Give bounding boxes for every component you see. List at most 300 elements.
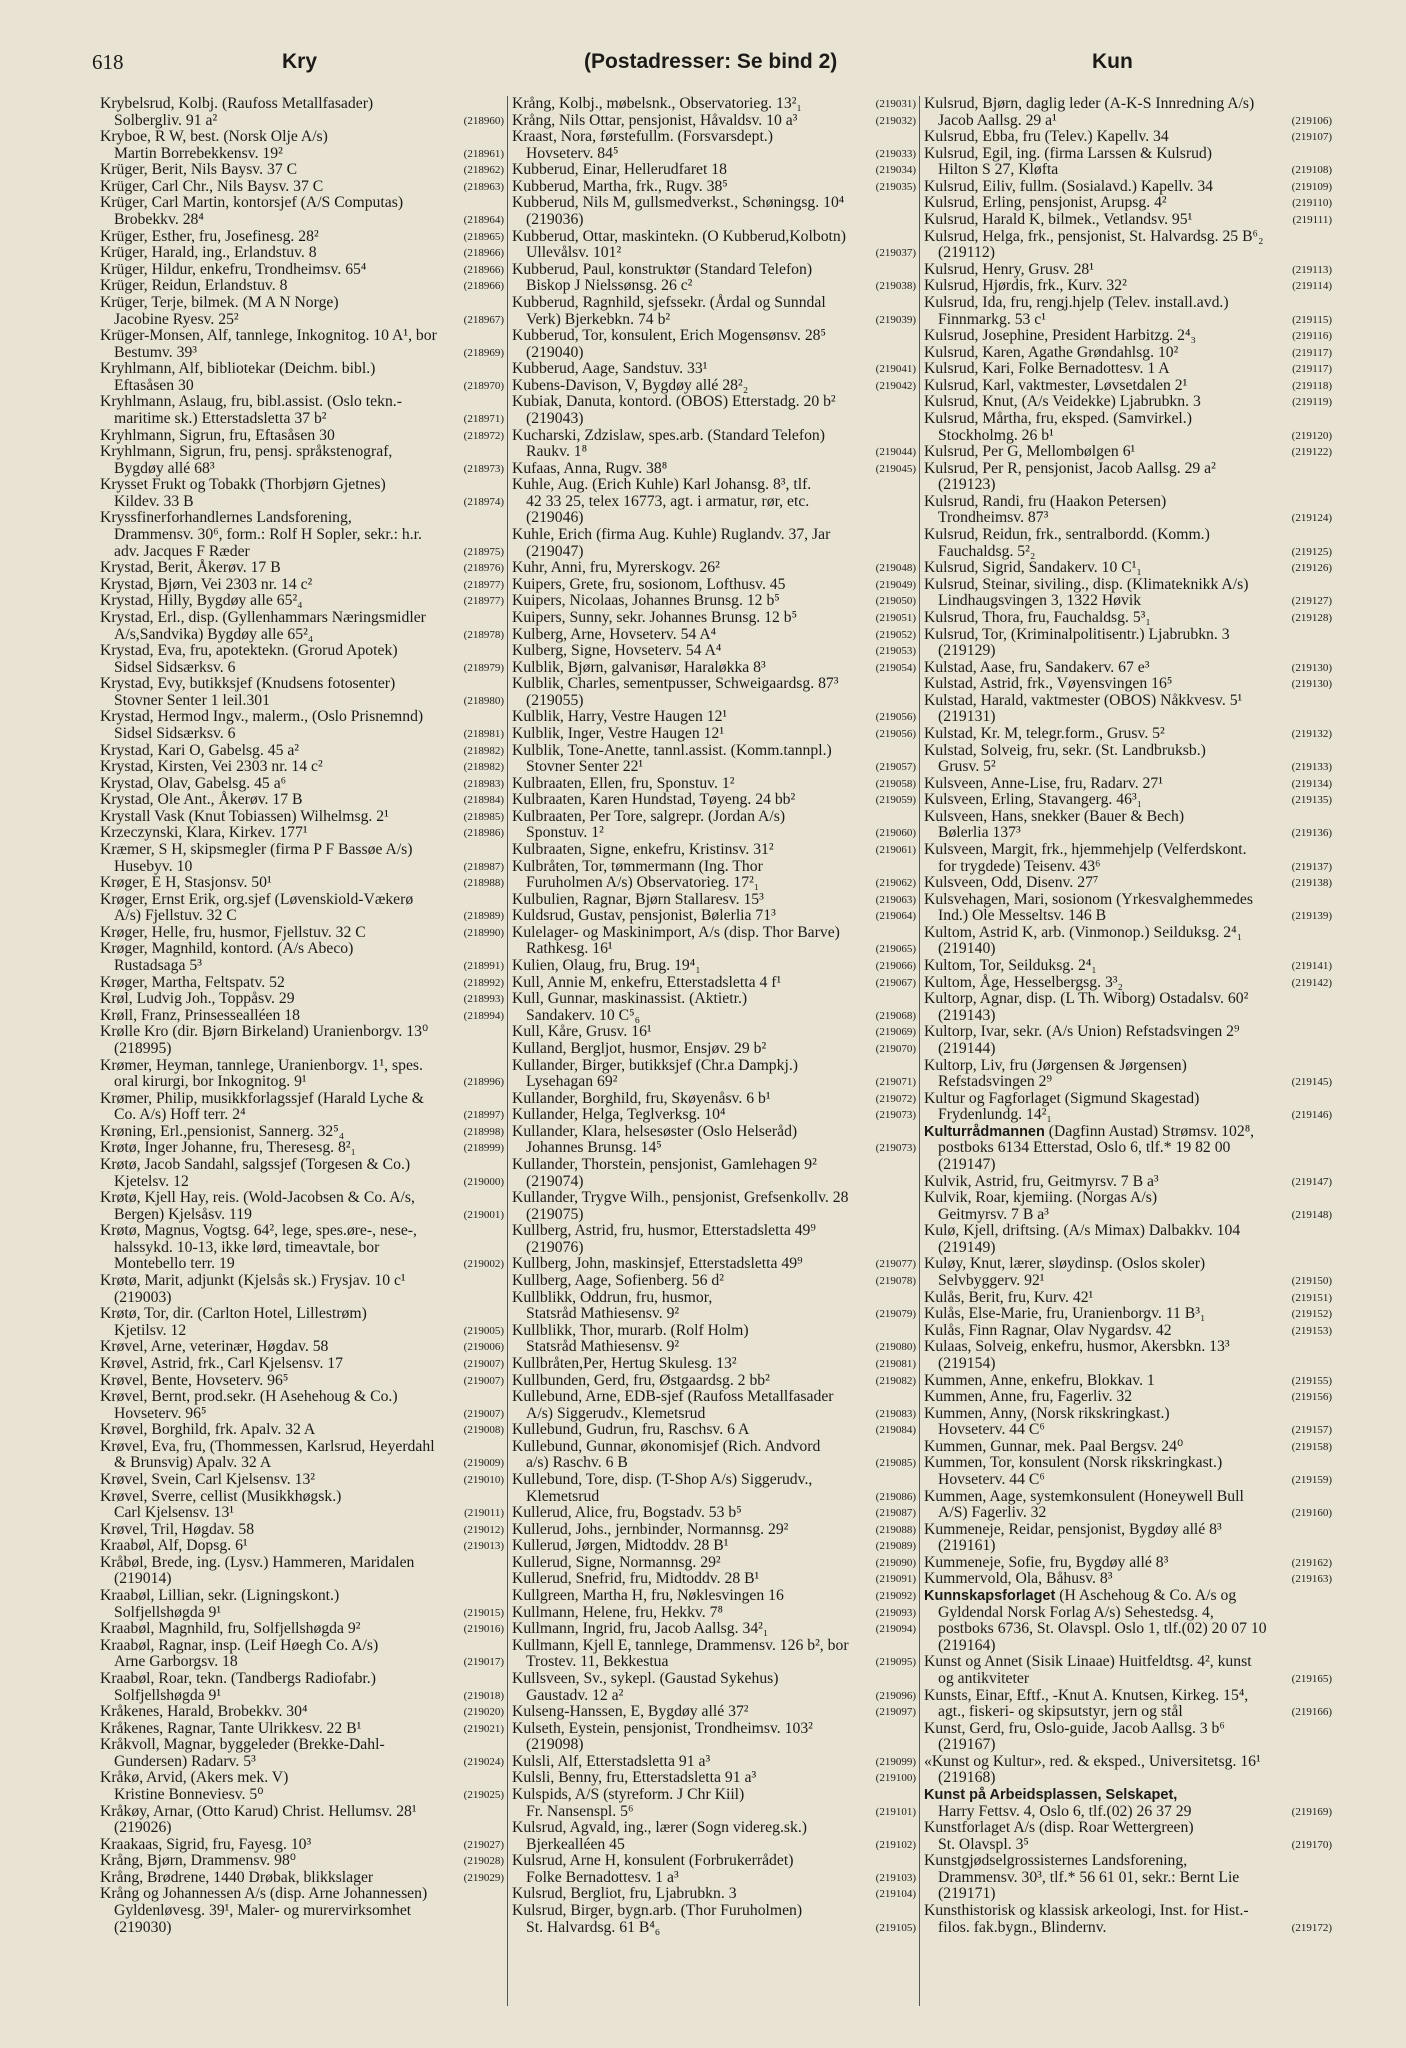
directory-entry	[924, 328, 1332, 345]
entry-text: Kulstad, Astrid, frk., Vøyensvingen 16⁵	[924, 675, 1173, 693]
entry-number: (219114)	[1292, 280, 1332, 293]
entry-number: (219103)	[875, 1871, 916, 1884]
entry-text: Bergen) Kjelsåsv. 119	[114, 1205, 252, 1223]
directory-entry	[100, 1737, 504, 1770]
entry-line	[512, 444, 916, 461]
entry-text: Kultorp, Ivar, sekr. (A/s Union) Refstadsvingen 2⁹	[924, 1023, 1240, 1041]
entry-text: Kultom, Astrid K, arb. (Vinmonop.) Seilduksg. 2⁴₁	[924, 923, 1243, 941]
entry-line	[100, 825, 504, 842]
directory-entry	[924, 1853, 1332, 1903]
entry-line	[512, 875, 916, 892]
page-header	[92, 50, 1314, 80]
entry-text: Kulbråten, Tor, tømmermann (Ing. Thor	[512, 857, 763, 875]
directory-entry	[924, 1787, 1332, 1820]
entry-text: (Dagfinn Austad) Strømsv. 102⁸,	[1044, 1122, 1255, 1140]
entry-line	[100, 378, 504, 395]
entry-line	[924, 1190, 1332, 1207]
entry-text: Kullerud, Signe, Normannsg. 29²	[512, 1553, 721, 1571]
directory-entry	[512, 1290, 916, 1323]
entry-number: (219073)	[875, 1142, 916, 1155]
directory-entry	[512, 1638, 916, 1671]
entry-text: (219076)	[526, 1238, 584, 1256]
entry-text: Jacob Aallsg. 29 a¹	[938, 111, 1057, 129]
directory-entry	[512, 1041, 916, 1058]
entry-number: (219021)	[463, 1722, 504, 1735]
entry-text: Fr. Nansenspl. 5⁶	[526, 1802, 634, 1820]
directory-entry	[924, 809, 1332, 842]
entry-text: Krøtø, Marit, adjunkt (Kjelsås sk.) Frysjav. 10 c¹	[100, 1272, 406, 1290]
entry-text: Eftasåsen 30	[114, 376, 194, 394]
entry-line	[924, 693, 1332, 710]
entry-number: (219059)	[875, 794, 916, 807]
entry-line	[100, 1638, 504, 1655]
entry-text: Kulsrud, Mårtha, fru, eksped. (Samvirkel.)	[924, 409, 1192, 427]
directory-entry	[924, 726, 1332, 743]
entry-number: (219054)	[875, 661, 916, 674]
entry-line	[512, 991, 916, 1008]
directory-entry	[100, 1356, 504, 1373]
directory-entry	[924, 627, 1332, 660]
entry-line	[100, 461, 504, 478]
entry-line	[100, 991, 504, 1008]
entry-text: Klemetsrud	[526, 1487, 600, 1505]
entry-line	[512, 1190, 916, 1207]
entry-text: Krøvel, Bernt, prod.sekr. (H Asehehoug & Co.)	[100, 1388, 398, 1406]
entry-line	[924, 1074, 1332, 1091]
entry-number: (219082)	[875, 1374, 916, 1387]
entry-number: (219078)	[875, 1275, 916, 1288]
directory-entry	[512, 195, 916, 228]
directory-entry	[512, 726, 916, 743]
entry-text: Krystad, Kirsten, Vei 2303 nr. 14 c²	[100, 758, 323, 776]
entry-line	[512, 660, 916, 677]
directory-entry	[924, 394, 1332, 411]
entry-line	[924, 627, 1332, 644]
entry-number: (218961)	[463, 147, 504, 160]
entry-text: Kræmer, S H, skipsmegler (firma P F Bassøe A/s)	[100, 841, 413, 859]
entry-text: Kunsts, Einar, Eftf., -Knut A. Knutsen, Kirkeg. 15⁴,	[924, 1686, 1249, 1704]
entry-text: Kulbraaten, Per Tore, salgrepr. (Jordan A/s)	[512, 807, 786, 825]
entry-number: (218983)	[463, 777, 504, 790]
directory-entry	[100, 1770, 504, 1803]
entry-line	[100, 1124, 504, 1141]
entry-number: (219037)	[875, 247, 916, 260]
entry-text: (219144)	[938, 1039, 996, 1057]
entry-line	[512, 792, 916, 809]
entry-number: (219165)	[1291, 1672, 1332, 1685]
entry-number: (219136)	[1291, 827, 1332, 840]
directory-entry	[924, 295, 1332, 328]
entry-line	[924, 428, 1332, 445]
entry-number: (219119)	[1292, 396, 1332, 409]
entry-text: Kryhlmann, Sigrun, fru, pensj. språkstenograf,	[100, 443, 393, 461]
entry-text: Krystad, Kari O, Gabelsg. 45 a²	[100, 741, 300, 759]
entry-text: Kraabøl, Ragnar, insp. (Leif Høegh Co. A/s)	[100, 1636, 379, 1654]
entry-line	[512, 345, 916, 362]
entry-text: Kulsrud, Bjørn, daglig leder (A-K-S Innredning A/s)	[924, 96, 1255, 112]
entry-line	[100, 1737, 504, 1754]
entry-number: (218996)	[463, 1076, 504, 1089]
entry-text: Kulblik, Tone-Anette, tannl.assist. (Komm.tannpl.)	[512, 741, 832, 759]
entry-number: (219083)	[875, 1407, 916, 1420]
entry-text: Kubberud, Aage, Sandstuv. 33¹	[512, 360, 708, 378]
entry-number: (219117)	[1292, 363, 1332, 376]
directory-entry	[512, 1439, 916, 1472]
entry-text: Kuipers, Grete, fru, sosionom, Lofthusv. 45	[512, 575, 786, 593]
entry-number: (219115)	[1292, 313, 1332, 326]
entry-text: Geitmyrsv. 7 B a³	[938, 1205, 1049, 1223]
entry-number: (219051)	[875, 611, 916, 624]
entry-line	[924, 825, 1332, 842]
directory-entry	[512, 1671, 916, 1704]
directory-entry	[100, 1621, 504, 1638]
entry-line	[100, 278, 504, 295]
entry-number: (218980)	[463, 694, 504, 707]
entry-line	[512, 295, 916, 312]
entry-text: Krzeczynski, Klara, Kirkev. 177¹	[100, 824, 308, 842]
entry-text: Kullander, Birger, butikksjef (Chr.a Dampkj.)	[512, 1056, 798, 1074]
entry-text: Kubberud, Einar, Hellerudfaret 18	[512, 161, 727, 179]
directory-entry	[100, 743, 504, 760]
entry-line	[512, 1455, 916, 1472]
entry-line	[100, 494, 504, 511]
directory-entry	[924, 1588, 1332, 1654]
entry-line	[512, 1555, 916, 1572]
entry-line	[512, 1256, 916, 1273]
entry-line	[924, 262, 1332, 279]
entry-line	[512, 1207, 916, 1224]
entry-line	[512, 1870, 916, 1887]
entry-line	[100, 477, 504, 494]
entry-line	[512, 278, 916, 295]
entry-line	[512, 1688, 916, 1705]
directory-entry	[512, 461, 916, 478]
entry-line	[100, 593, 504, 610]
entry-text: Kulblik, Inger, Vestre Haugen 12¹	[512, 724, 725, 742]
entry-text: (219161)	[938, 1537, 996, 1555]
entry-line	[100, 660, 504, 677]
entry-line	[924, 1339, 1332, 1356]
entry-number: (219142)	[1291, 976, 1332, 989]
directory-entry	[100, 162, 504, 179]
entry-line	[100, 875, 504, 892]
entry-text: Kunst, Gerd, fru, Oslo-guide, Jacob Aallsg. 3 b⁶	[924, 1719, 1225, 1737]
entry-line	[100, 1389, 504, 1406]
entry-line	[924, 1721, 1332, 1738]
entry-number: (219063)	[875, 893, 916, 906]
entry-number: (219035)	[875, 180, 916, 193]
entry-number: (219132)	[1291, 727, 1332, 740]
directory-entry	[512, 1820, 916, 1853]
entry-number: (219152)	[1291, 1308, 1332, 1321]
entry-name-bold: Kulturrådmannen	[924, 1123, 1045, 1140]
directory-entry	[512, 1555, 916, 1572]
entry-line	[100, 1820, 504, 1837]
entry-text: Krøvel, Astrid, frk., Carl Kjelsensv. 17	[100, 1354, 343, 1372]
directory-entry	[924, 1522, 1332, 1555]
entry-number: (219010)	[463, 1473, 504, 1486]
entry-number: (219110)	[1292, 197, 1332, 210]
entry-line	[512, 1654, 916, 1671]
entry-text: Solfjellshøgda 9¹	[114, 1686, 222, 1704]
directory-entry	[512, 643, 916, 660]
entry-number: (218982)	[463, 744, 504, 757]
entry-text: Krystad, Hilly, Bygdøy alle 65²₄	[100, 592, 303, 610]
entry-number: (219088)	[875, 1523, 916, 1536]
entry-text: Kulblik, Charles, sementpusser, Schweigaardsg. 87³	[512, 675, 839, 693]
entry-line	[100, 809, 504, 826]
entry-number: (219058)	[875, 777, 916, 790]
entry-number: (219053)	[875, 645, 916, 658]
directory-entry	[512, 394, 916, 427]
entry-line	[924, 1273, 1332, 1290]
entry-text: Kultom, Åge, Hesselbergsg. 3³₂	[924, 973, 1123, 991]
entry-text: Kulsrud, Thora, fru, Fauchaldsg. 5³₁	[924, 608, 1151, 626]
entry-text: Martin Borrebekkensv. 19²	[114, 144, 283, 162]
page-number: 618	[92, 50, 124, 74]
entry-line	[100, 1455, 504, 1472]
entry-line	[512, 477, 916, 494]
entry-line	[100, 676, 504, 693]
entry-number: (218978)	[463, 628, 504, 641]
entry-line	[924, 1008, 1332, 1025]
directory-entry	[100, 776, 504, 793]
entry-text: Kulstad, Kr. M, telegr.form., Grusv. 5²	[924, 724, 1165, 742]
directory-entry	[512, 1621, 916, 1638]
entry-text: Kulsrud, Arne H, konsulent (Forbrukerrådet)	[512, 1852, 794, 1870]
entry-text: Krøger, Ernst Erik, org.sjef (Løvenskiold-Vækerø	[100, 890, 414, 908]
directory-entry	[100, 975, 504, 992]
entry-number: (219099)	[875, 1755, 916, 1768]
entry-number: (219090)	[875, 1556, 916, 1569]
entry-line	[100, 1406, 504, 1423]
entry-text: Bjerkealléen 45	[526, 1835, 625, 1853]
entry-text: Fauchaldsg. 5²₂	[938, 542, 1036, 560]
entry-text: Kulsveen, Erling, Stavangerg. 46³₁	[924, 791, 1143, 809]
entry-line	[512, 1406, 916, 1423]
directory-entry	[512, 1538, 916, 1555]
entry-line	[512, 643, 916, 660]
entry-text: Kulsli, Alf, Etterstadsletta 91 a³	[512, 1752, 711, 1770]
entry-line	[924, 726, 1332, 743]
entry-text: Krøvel, Sverre, cellist (Musikkhøgsk.)	[100, 1487, 342, 1505]
entry-text: Krystad, Berit, Åkerøv. 17 B	[100, 559, 281, 577]
directory-entry	[512, 1091, 916, 1108]
entry-text: Kulsveen, Anne-Lise, fru, Radarv. 27¹	[924, 774, 1163, 792]
entry-number: (219080)	[875, 1341, 916, 1354]
entry-line	[100, 1605, 504, 1622]
entry-line	[100, 693, 504, 710]
entry-text: Kubens-Davison, V, Bygdøy allé 28²₂	[512, 376, 749, 394]
entry-text: Kulstad, Solveig, fru, sekr. (St. Landbruksb.)	[924, 741, 1206, 759]
entry-line	[512, 1820, 916, 1837]
entry-text: Kulsrud, Per R, pensjonist, Jacob Aallsg. 29 a²	[924, 459, 1216, 477]
entry-line	[100, 411, 504, 428]
entry-number: (218967)	[463, 313, 504, 326]
entry-line	[100, 295, 504, 312]
entry-line	[924, 875, 1332, 892]
entry-number: (219068)	[875, 1009, 916, 1022]
directory-columns	[100, 96, 1332, 2006]
entry-line	[100, 245, 504, 262]
entry-line	[512, 527, 916, 544]
entry-text: Co. A/s) Hoff terr. 2⁴	[114, 1106, 246, 1124]
entry-number: (219139)	[1291, 910, 1332, 923]
entry-line	[924, 129, 1332, 146]
directory-entry	[100, 759, 504, 776]
directory-entry	[100, 1638, 504, 1671]
entry-number: (219104)	[875, 1888, 916, 1901]
entry-text: Selvbyggerv. 92¹	[938, 1272, 1045, 1290]
entry-text: Kulsrud, Ebba, fru (Telev.) Kapellv. 34	[924, 128, 1169, 146]
entry-number: (219032)	[875, 114, 916, 127]
entry-text: Kildev. 33 B	[114, 492, 194, 510]
entry-line	[512, 825, 916, 842]
entry-line	[924, 1671, 1332, 1688]
entry-line	[512, 1638, 916, 1655]
entry-number: (219085)	[875, 1457, 916, 1470]
entry-line	[512, 1886, 916, 1903]
entry-text: Kulsrud, Steinar, siviling., disp. (Klimateknikk A/s)	[924, 575, 1249, 593]
entry-line	[512, 1704, 916, 1721]
entry-line	[924, 1455, 1332, 1472]
entry-number: (218988)	[463, 877, 504, 890]
entry-line	[512, 693, 916, 710]
entry-number: (219073)	[875, 1109, 916, 1122]
entry-text: Kullgreen, Martha H, fru, Nøklesvingen 16	[512, 1587, 784, 1605]
entry-text: Kulsrud, Tor, (Kriminalpolitisentr.) Ljabrubkn. 3	[924, 625, 1230, 643]
directory-entry	[924, 1389, 1332, 1406]
entry-text: Kulsrud, Harald K, bilmek., Vetlandsv. 95¹	[924, 211, 1193, 229]
entry-number: (219056)	[875, 711, 916, 724]
entry-text: Kråkvoll, Magnar, byggeleder (Brekke-Dahl-	[100, 1736, 385, 1754]
entry-text: Sponstuv. 1²	[526, 824, 604, 842]
directory-entry	[924, 1124, 1332, 1174]
directory-entry	[924, 378, 1332, 395]
entry-line	[924, 975, 1332, 992]
entry-text: Krybelsrud, Kolbj. (Raufoss Metallfasader)	[100, 96, 374, 112]
entry-text: (219123)	[938, 476, 996, 494]
entry-text: Kullberg, Astrid, fru, husmor, Etterstadsletta 49⁹	[512, 1222, 816, 1240]
entry-line	[100, 1770, 504, 1787]
directory-entry	[512, 96, 916, 113]
entry-line	[924, 1439, 1332, 1456]
entry-text: Kulsrud, Ida, fru, rengj.hjelp (Telev. install.avd.)	[924, 293, 1229, 311]
entry-line	[512, 1588, 916, 1605]
entry-line	[924, 660, 1332, 677]
entry-text: Krøvel, Arne, veterinær, Høgdav. 58	[100, 1338, 329, 1356]
directory-entry	[512, 1024, 916, 1041]
entry-line	[512, 312, 916, 329]
entry-number: (218974)	[463, 495, 504, 508]
directory-entry	[924, 1439, 1332, 1456]
entry-text: (219164)	[938, 1636, 996, 1654]
directory-entry	[100, 1555, 504, 1588]
entry-line	[512, 577, 916, 594]
entry-line	[100, 1240, 504, 1257]
entry-line	[100, 312, 504, 329]
entry-text: Kulvik, Astrid, fru, Geitmyrsv. 7 B a³	[924, 1172, 1159, 1190]
entry-text: Krøll, Franz, Prinsessealléen 18	[100, 1006, 300, 1024]
entry-line	[100, 1505, 504, 1522]
entry-text: Kull, Kåre, Grusv. 16¹	[512, 1023, 652, 1041]
entry-text: Kulås, Finn Ragnar, Olav Nygardsv. 42	[924, 1321, 1172, 1339]
entry-text: (219036)	[526, 211, 584, 229]
entry-line	[100, 129, 504, 146]
entry-line	[924, 842, 1332, 859]
entry-line	[924, 1472, 1332, 1489]
entry-text: Krøtø, Inger Johanne, fru, Theresesg. 8²₁	[100, 1139, 357, 1157]
entry-text: Kryssfinerforhandlernes Landsforening,	[100, 509, 352, 527]
entry-line	[100, 527, 504, 544]
directory-entry	[100, 610, 504, 643]
entry-line	[100, 1223, 504, 1240]
directory-entry	[924, 461, 1332, 494]
directory-entry	[100, 1190, 504, 1223]
entry-number: (219117)	[1292, 346, 1332, 359]
directory-entry	[512, 1223, 916, 1256]
entry-line	[924, 1058, 1332, 1075]
entry-text: Kulberg, Signe, Hovseterv. 54 A⁴	[512, 642, 722, 660]
entry-text: Finnmarkg. 53 c¹	[938, 310, 1046, 328]
entry-line	[100, 1704, 504, 1721]
entry-number: (218966)	[463, 280, 504, 293]
entry-number: (219113)	[1292, 263, 1332, 276]
entry-number: (219027)	[463, 1838, 504, 1851]
entry-number: (219005)	[463, 1324, 504, 1337]
entry-line	[512, 1837, 916, 1854]
entry-text: Kulø, Kjell, driftsing. (A/s Mimax) Dalbakkv. 104	[924, 1222, 1241, 1240]
entry-text: Kulstad, Harald, vaktmester (OBOS) Nåkkvesv. 5¹	[924, 691, 1243, 709]
entry-number: (219071)	[875, 1076, 916, 1089]
directory-entry	[512, 1107, 916, 1124]
directory-entry	[100, 444, 504, 477]
directory-entry	[924, 179, 1332, 196]
entry-line	[512, 129, 916, 146]
entry-text: (219026)	[114, 1819, 172, 1837]
entry-number: (219160)	[1291, 1507, 1332, 1520]
entry-number: (219007)	[463, 1407, 504, 1420]
entry-name-bold: Kunnskapsforlaget	[924, 1588, 1056, 1605]
entry-line	[100, 759, 504, 776]
directory-entry	[100, 179, 504, 196]
directory-entry	[100, 1339, 504, 1356]
entry-text: (219075)	[526, 1205, 584, 1223]
entry-number: (219150)	[1291, 1275, 1332, 1288]
entry-line	[924, 892, 1332, 909]
entry-number: (219039)	[875, 313, 916, 326]
directory-entry	[100, 1157, 504, 1190]
directory-entry	[512, 1190, 916, 1223]
directory-entry	[924, 892, 1332, 925]
entry-line	[924, 527, 1332, 544]
entry-line	[512, 245, 916, 262]
entry-text: Krüger, Reidun, Erlandstuv. 8	[100, 277, 288, 295]
entry-line	[924, 1306, 1332, 1323]
entry-line	[512, 842, 916, 859]
entry-number: (219070)	[875, 1042, 916, 1055]
entry-text: (219043)	[526, 409, 584, 427]
entry-line	[100, 1886, 504, 1903]
entry-line	[512, 411, 916, 428]
entry-text: Kullerud, Snefrid, fru, Midtoddv. 28 B¹	[512, 1570, 760, 1588]
entry-number: (218963)	[463, 180, 504, 193]
entry-number: (219018)	[463, 1689, 504, 1702]
entry-number: (218984)	[463, 794, 504, 807]
entry-line	[100, 1422, 504, 1439]
entry-text: Kulsrud, Henry, Grusv. 28¹	[924, 260, 1094, 278]
entry-text: Kuldsrud, Gustav, pensjonist, Bølerlia 71³	[512, 907, 776, 925]
